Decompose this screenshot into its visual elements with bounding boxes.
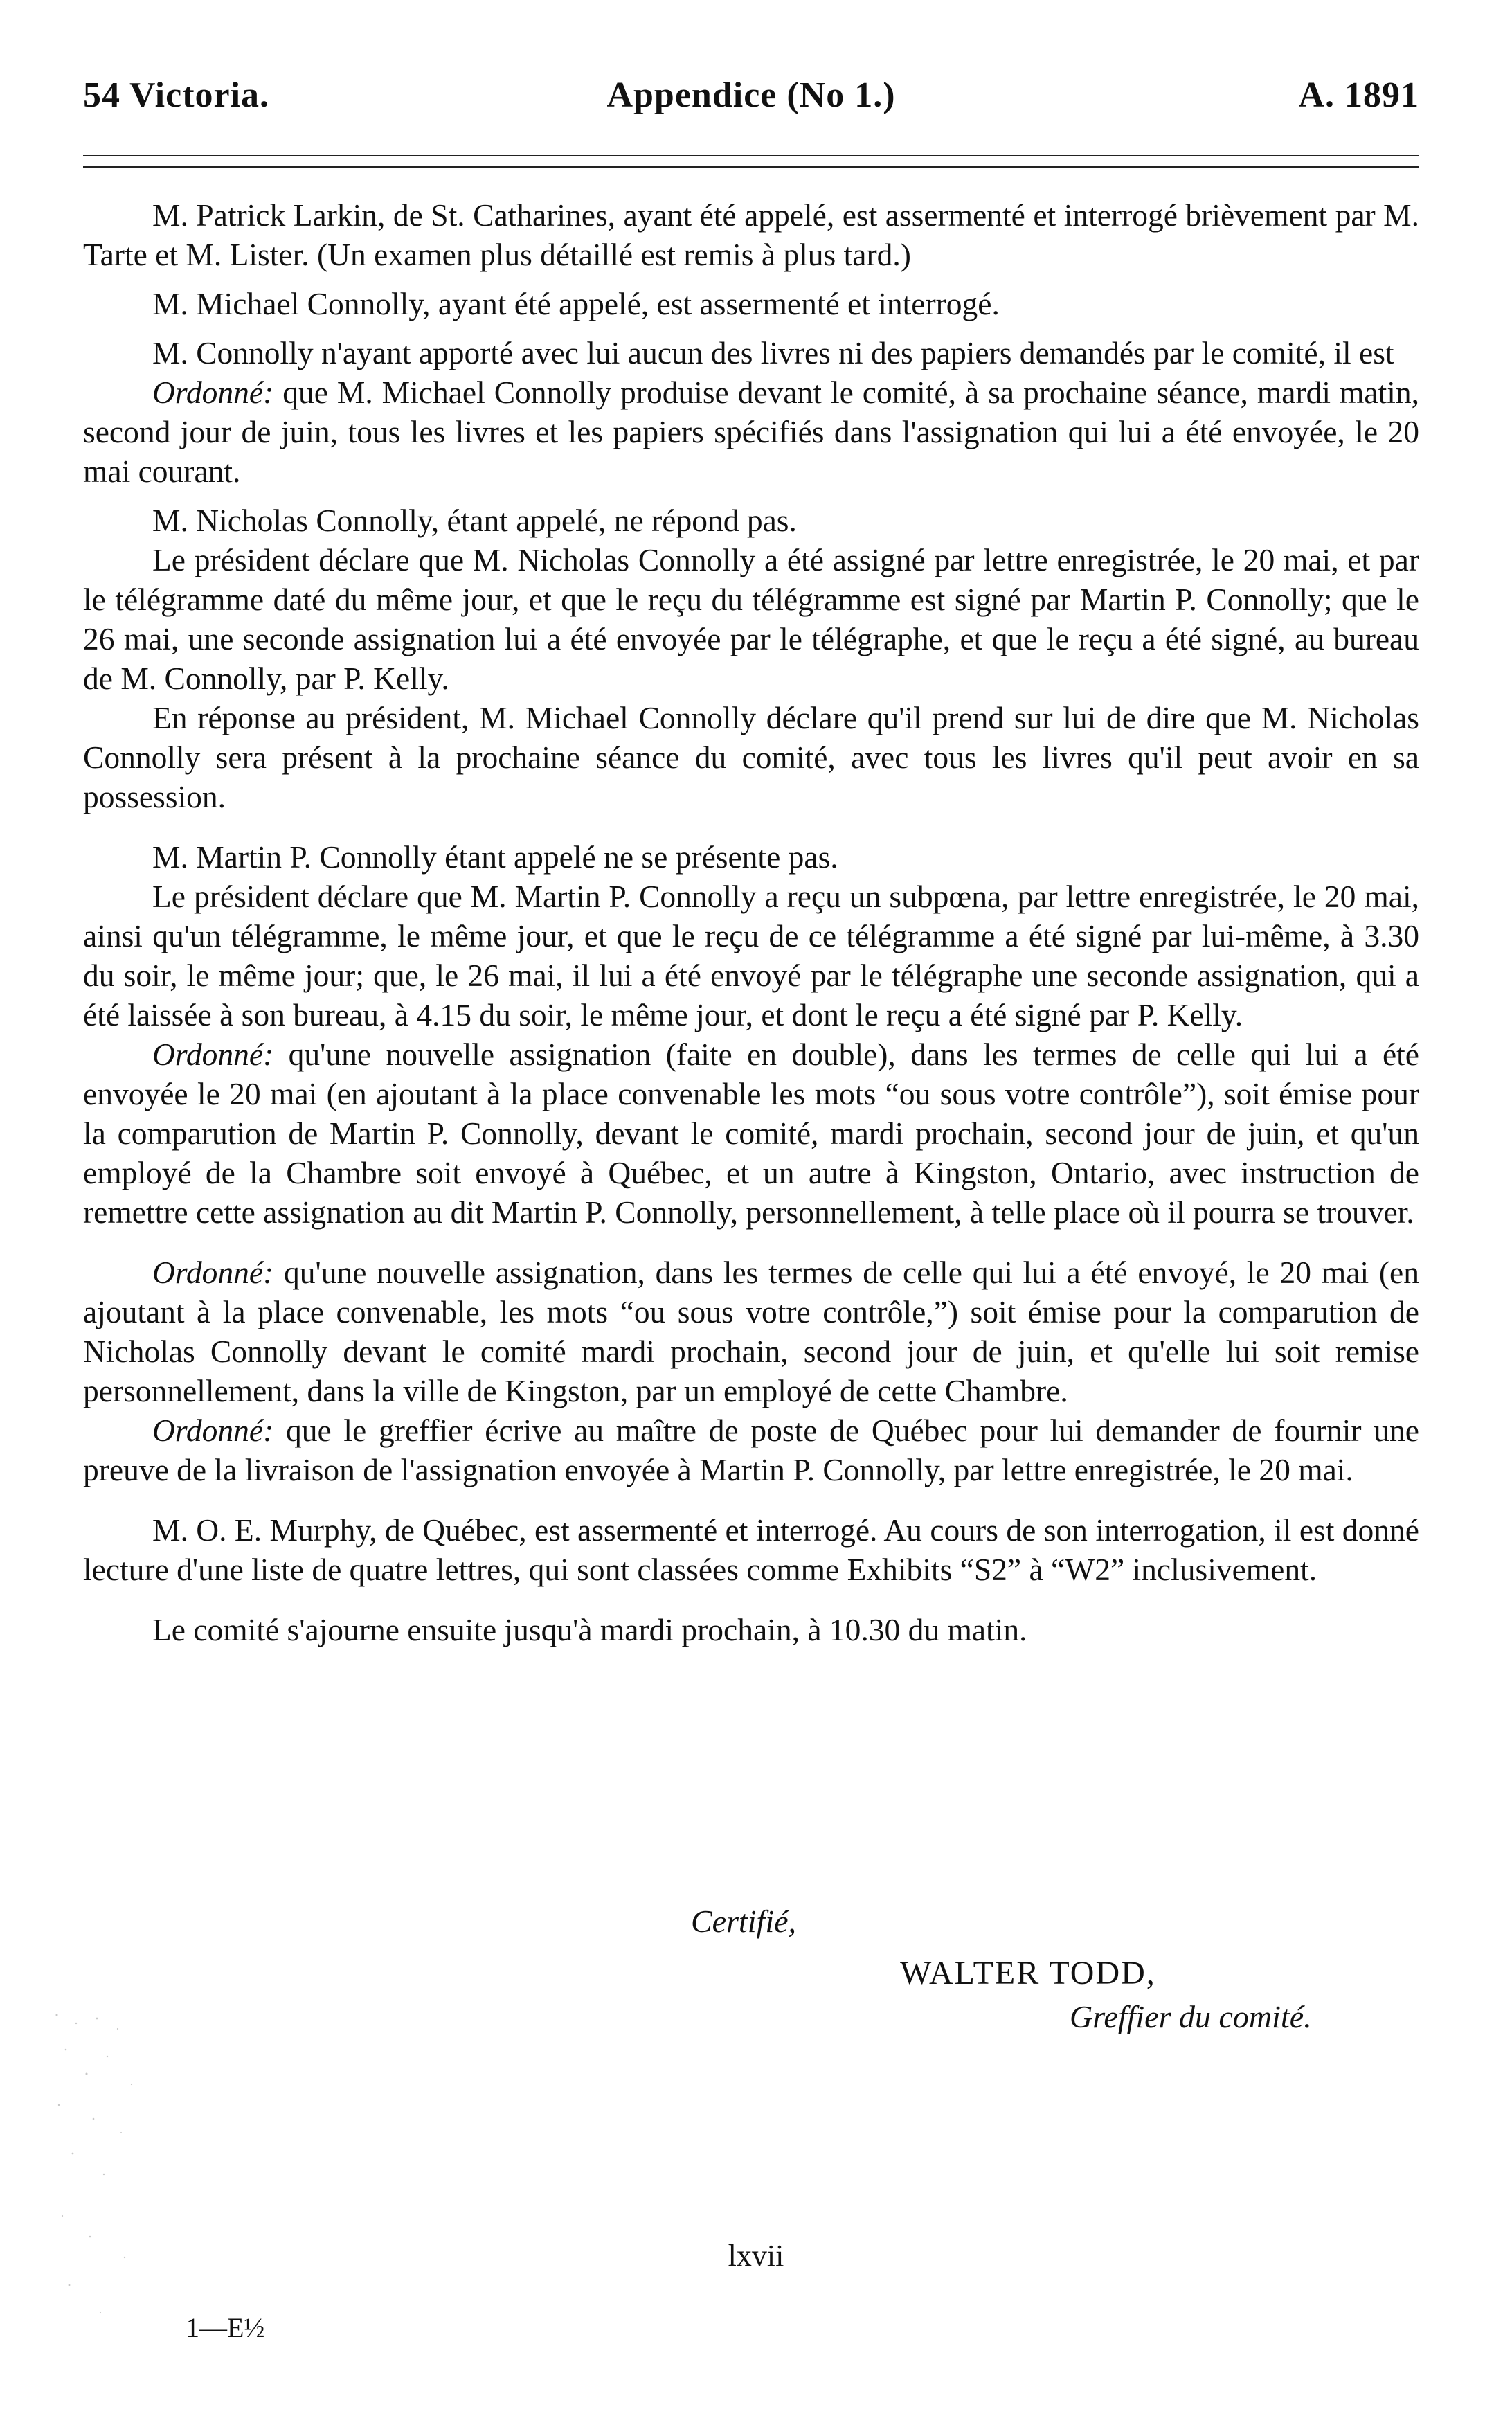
- paragraph-text: M. Connolly n'ayant apporté avec lui aucun des livres ni des papiers demandés par le comité, il est: [152, 335, 1394, 370]
- signer-name: WALTER TODD,: [900, 1955, 1156, 1991]
- header-rule-top: [83, 155, 1419, 156]
- paragraph-text: Le comité s'ajourne ensuite jusqu'à mardi prochain, à 10.30 du matin.: [152, 1612, 1027, 1647]
- paragraph-nicholas-absent: [83, 501, 1419, 540]
- paragraph-adjourn: [83, 1610, 1419, 1649]
- running-header: [83, 75, 1419, 130]
- paragraph-text: qu'une nouvelle assignation, dans les termes de celle qui lui a été envoyé, le 20 mai (en ajoutant à la place convenable, les mots “ou sous votre contrôle,”) soit émise pour la comparution de Nicholas Connolly devant le comité mardi prochain, second jour de juin, et qu'elle lui soit remise personnellement, dans la ville de Kingston, par un employé de cette Chambre.: [83, 1255, 1419, 1408]
- paragraph-president-nicholas: [83, 540, 1419, 698]
- paragraph-text: M. Patrick Larkin, de St. Catharines, ayant été appelé, est assermenté et interrogé brièvement par M. Tarte et M. Lister. (Un examen plus détaillé est remis à plus tard.): [83, 197, 1419, 272]
- paragraph-text: qu'une nouvelle assignation (faite en double), dans les termes de celle qui lui a été envoyée le 20 mai (en ajoutant à la place convenable les mots “ou sous votre contrôle”), soit émise pour la comparution de Martin P. Connolly, devant le comité, mardi prochain, second jour de juin, et qu'un employé de la Chambre soit envoyé à Québec, et un autre à Kingston, Ontario, avec instruction de remettre cette assignation au dit Martin P. Connolly, personnellement, à telle place où il pourra se trouver.: [83, 1037, 1419, 1230]
- paragraph-lead: Ordonné:: [152, 375, 274, 410]
- signer-title: Greffier du comité.: [1070, 1999, 1312, 2034]
- paragraph-text: Le président déclare que M. Martin P. Connolly a reçu un subpœna, par lettre enregistrée, le 20 mai, ainsi qu'un télégramme, le même jour, et que le reçu de ce télégramme a été signé par lui-même, à 3.30 du soir, le même jour; que, le 26 mai, il lui a été envoyé par le télégraphe une seconde assignation, qui a été laissée à son bureau, à 4.15 du soir, le même jour, et dont le reçu a été signé par P. Kelly.: [83, 879, 1419, 1032]
- paragraph-michael-connolly-sworn: [83, 284, 1419, 323]
- sheet-signature-mark: 1—E½: [186, 2312, 265, 2343]
- paragraph-text: M. Martin P. Connolly étant appelé ne se présente pas.: [152, 839, 838, 875]
- paragraph-text: que M. Michael Connolly produise devant le comité, à sa prochaine séance, mardi matin, second jour de juin, tous les livres et les papiers spécifiés dans l'assignation qui lui a été envoyée, le 20 mai courant.: [83, 375, 1419, 489]
- paragraph-text: M. Michael Connolly, ayant été appelé, est assermenté et interrogé.: [152, 286, 1000, 321]
- certified-label: Certifié,: [691, 1904, 797, 1939]
- paragraph-order-produce: [83, 373, 1419, 491]
- paragraph-order-nicholas: [83, 1253, 1419, 1411]
- paragraph-lead: Ordonné:: [152, 1037, 274, 1072]
- header-session: 54 Victoria.: [83, 75, 270, 115]
- paragraph-no-papers: [83, 333, 1419, 373]
- paragraph-president-martin: [83, 877, 1419, 1035]
- paragraph-order-martin: [83, 1035, 1419, 1232]
- paper-speckle-marks: [48, 2008, 152, 2340]
- paragraph-lead: Ordonné:: [152, 1413, 274, 1448]
- paragraph-order-clerk: [83, 1411, 1419, 1489]
- paragraph-text: En réponse au président, M. Michael Connolly déclare qu'il prend sur lui de dire que M. Nicholas Connolly sera présent à la prochaine séance du comité, avec tous les livres qu'il peut avoir en sa possession.: [83, 700, 1419, 814]
- header-title: Appendice (No 1.): [606, 75, 896, 115]
- paragraph-response-president: [83, 698, 1419, 816]
- paragraph-murphy: [83, 1510, 1419, 1589]
- page-number: lxvii: [728, 2239, 784, 2273]
- minutes-body: [83, 195, 1419, 1649]
- paragraph-text: que le greffier écrive au maître de poste de Québec pour lui demander de fournir une preuve de la livraison de l'assignation envoyée à Martin P. Connolly, par lettre enregistrée, le 20 mai.: [83, 1413, 1419, 1487]
- paragraph-lead: Ordonné:: [152, 1255, 274, 1290]
- paragraph-text: Le président déclare que M. Nicholas Connolly a été assigné par lettre enregistrée, le 20 mai, et par le télégramme daté du même jour, et que le reçu du télégramme est signé par Martin P. Connolly; que le 26 mai, une seconde assignation lui a été envoyée par le télégraphe, et que le reçu a été signé, au bureau de M. Connolly, par P. Kelly.: [83, 542, 1419, 696]
- paragraph-text: M. O. E. Murphy, de Québec, est assermenté et interrogé. Au cours de son interrogation, il est donné lecture d'une liste de quatre lettres, qui sont classées comme Exhibits “S2” à “W2” inclusivement.: [83, 1512, 1419, 1587]
- header-year: A. 1891: [1298, 75, 1419, 115]
- paragraph-martin-absent: [83, 837, 1419, 877]
- header-rule-bottom: [83, 166, 1419, 168]
- paragraph-text: M. Nicholas Connolly, étant appelé, ne répond pas.: [152, 503, 797, 538]
- paragraph-larkin: [83, 195, 1419, 274]
